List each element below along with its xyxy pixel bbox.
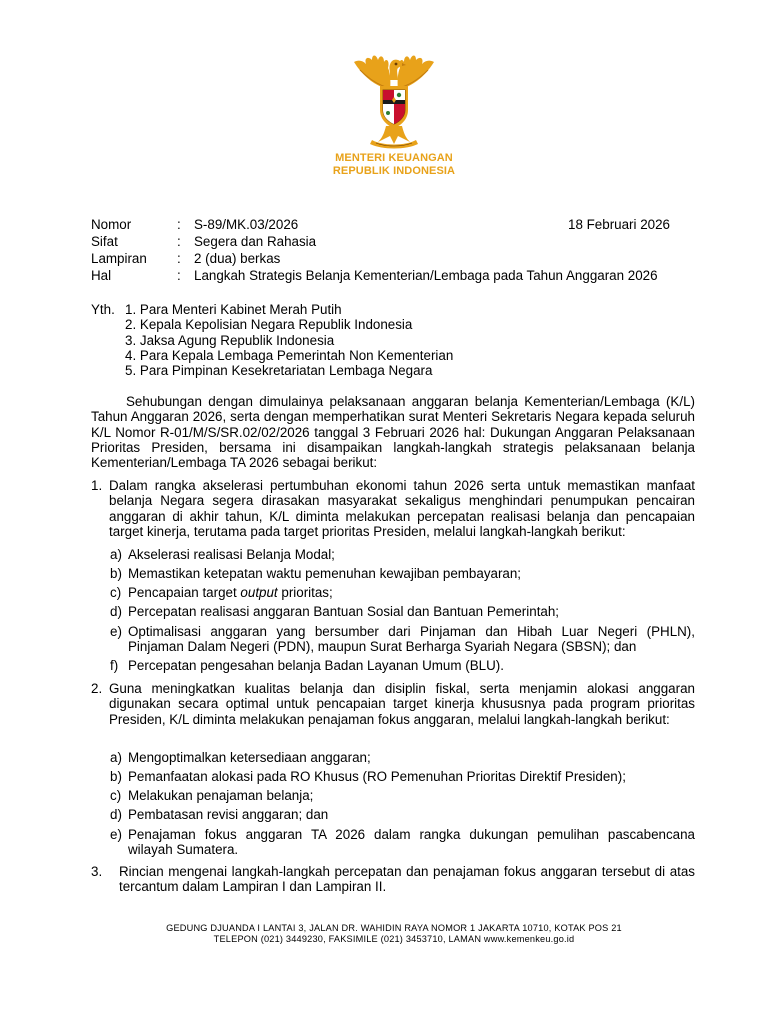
list-item <box>110 604 695 619</box>
meta-label: Nomor <box>91 217 132 232</box>
meta-row-lampiran <box>91 250 658 267</box>
institution-name-line1: MENTERI KEUANGAN <box>335 152 453 164</box>
item-letter: a) <box>110 750 122 765</box>
item-letter: d) <box>110 807 122 822</box>
item-text <box>128 585 695 600</box>
item-text: Penajaman fokus anggaran TA 2026 dalam rangka dukungan pemulihan pascabencana wilayah Sumatera. <box>128 827 695 858</box>
item-text-italic: output <box>240 585 278 600</box>
item-letter: d) <box>110 604 122 619</box>
item-text: Pembatasan revisi anggaran; dan <box>128 807 329 822</box>
meta-value: 2 (dua) berkas <box>194 251 281 266</box>
addressee-row <box>91 317 453 332</box>
list-item <box>110 624 695 655</box>
addressee-row <box>91 348 453 363</box>
item-letter: b) <box>110 566 122 581</box>
item-letter: e) <box>110 827 122 842</box>
point-number: 3. <box>91 864 103 879</box>
point-number: 2. <box>91 681 103 696</box>
point-number: 1. <box>91 478 103 493</box>
meta-colon: : <box>177 268 181 283</box>
intro-paragraph: Sehubungan dengan dimulainya pelaksanaan anggaran belanja Kementerian/Lembaga (K/L) Tahun Anggaran 2026, serta dengan memperhatikan surat Menteri Sekretaris Negara kepada seluruh K/L Nomor R-01/M/S/SR.02/02/2026 tanggal 3 Februari 2026 hal: Dukungan Anggaran Pelaksanaan Prioritas Presiden, bersama ini disampaikan langkah-langkah strategis pelaksanaan belanja Kementerian/Lembaga TA 2026 sebagai berikut: <box>91 394 695 471</box>
meta-label: Hal <box>91 268 112 283</box>
institution-name-line2: REPUBLIK INDONESIA <box>332 165 456 177</box>
list-item <box>110 566 695 581</box>
list-item <box>110 807 695 822</box>
point-text: Rincian mengenai langkah-langkah percepatan dan penajaman fokus anggaran tersebut di atas tercantum dalam Lampiran I dan Lampiran II. <box>119 864 695 895</box>
list-item <box>110 769 695 784</box>
addressee-row <box>91 363 453 378</box>
item-letter: c) <box>110 788 122 803</box>
addressee-block <box>91 302 453 378</box>
meta-row-hal <box>91 267 658 284</box>
meta-value: Segera dan Rahasia <box>194 234 317 249</box>
item-text: Akselerasi realisasi Belanja Modal; <box>128 547 335 562</box>
addressee-item: 5. Para Pimpinan Kesekretariatan Lembaga Negara <box>125 363 433 379</box>
item-text: Percepatan pengesahan belanja Badan Layanan Umum (BLU). <box>128 658 504 673</box>
item-text: Optimalisasi anggaran yang bersumber dari Pinjaman dan Hibah Luar Negeri (PHLN), Pinjaman Dalam Negeri (PDN), maupun Surat Berharga Syariah Negara (SBSN); dan <box>128 624 695 655</box>
addressee-item: 3. Jaksa Agung Republik Indonesia <box>125 332 335 348</box>
meta-value: S-89/MK.03/2026 <box>194 217 299 232</box>
item-text: Melakukan penajaman belanja; <box>128 788 314 803</box>
point-text: Guna meningkatkan kualitas belanja dan disiplin fiskal, serta menjamin alokasi anggaran digunakan secara optimal untuk pencapaian target kinerja khususnya pada program prioritas Presiden, K/L diminta melakukan penajaman fokus anggaran, melalui langkah-langkah berikut: <box>109 681 695 727</box>
item-letter: c) <box>110 585 122 600</box>
meta-colon: : <box>177 251 181 266</box>
meta-colon: : <box>177 217 181 232</box>
list-item <box>110 750 695 765</box>
list-item <box>110 658 695 673</box>
list-item <box>110 585 695 600</box>
addressee-row <box>91 302 453 317</box>
addressee-item: 2. Kepala Kepolisian Negara Republik Indonesia <box>125 317 413 333</box>
item-text: Mengoptimalkan ketersediaan anggaran; <box>128 750 371 765</box>
addressee-item: 1. Para Menteri Kabinet Merah Putih <box>125 302 342 317</box>
garuda-emblem-icon <box>346 50 442 150</box>
meta-value: Langkah Strategis Belanja Kementerian/Lembaga pada Tahun Anggaran 2026 <box>194 268 658 283</box>
addressee-item: 4. Para Kepala Lembaga Pemerintah Non Kementerian <box>125 347 454 363</box>
item-letter: e) <box>110 624 122 639</box>
letter-date: 18 Februari 2026 <box>568 217 670 232</box>
meta-row-sifat <box>91 233 658 250</box>
item-letter: f) <box>110 658 119 673</box>
footer-contact: TELEPON (021) 3449230, FAKSIMILE (021) 3453710, LAMAN www.kemenkeu.go.id <box>213 934 575 944</box>
item-letter: b) <box>110 769 122 784</box>
item-text-before: Pencapaian target <box>128 585 241 600</box>
addressee-row <box>91 333 453 348</box>
item-text: Pemanfaatan alokasi pada RO Khusus (RO Pemenuhan Prioritas Direktif Presiden); <box>128 769 626 784</box>
list-item <box>110 827 695 858</box>
addressee-label: Yth. <box>91 302 115 317</box>
meta-label: Lampiran <box>91 251 147 266</box>
meta-label: Sifat <box>91 234 118 249</box>
item-text-after: prioritas; <box>277 585 333 600</box>
item-letter: a) <box>110 547 122 562</box>
meta-colon: : <box>177 234 181 249</box>
point-text: Dalam rangka akselerasi pertumbuhan ekonomi tahun 2026 serta untuk memastikan manfaat belanja Negara segera dirasakan masyarakat sekaligus menghindari penumpukan pencairan anggaran di akhir tahun, K/L diminta melakukan percepatan realisasi belanja dan pencapaian target kinerja, terutama pada target prioritas Presiden, melalui langkah-langkah berikut: <box>109 478 695 539</box>
footer-address: GEDUNG DJUANDA I LANTAI 3, JALAN DR. WAHIDIN RAYA NOMOR 1 JAKARTA 10710, KOTAK POS 21 <box>166 923 622 933</box>
list-item <box>110 547 695 562</box>
item-text: Memastikan ketepatan waktu pemenuhan kewajiban pembayaran; <box>128 566 522 581</box>
list-item <box>110 788 695 803</box>
item-text: Percepatan realisasi anggaran Bantuan Sosial dan Bantuan Pemerintah; <box>128 604 560 619</box>
